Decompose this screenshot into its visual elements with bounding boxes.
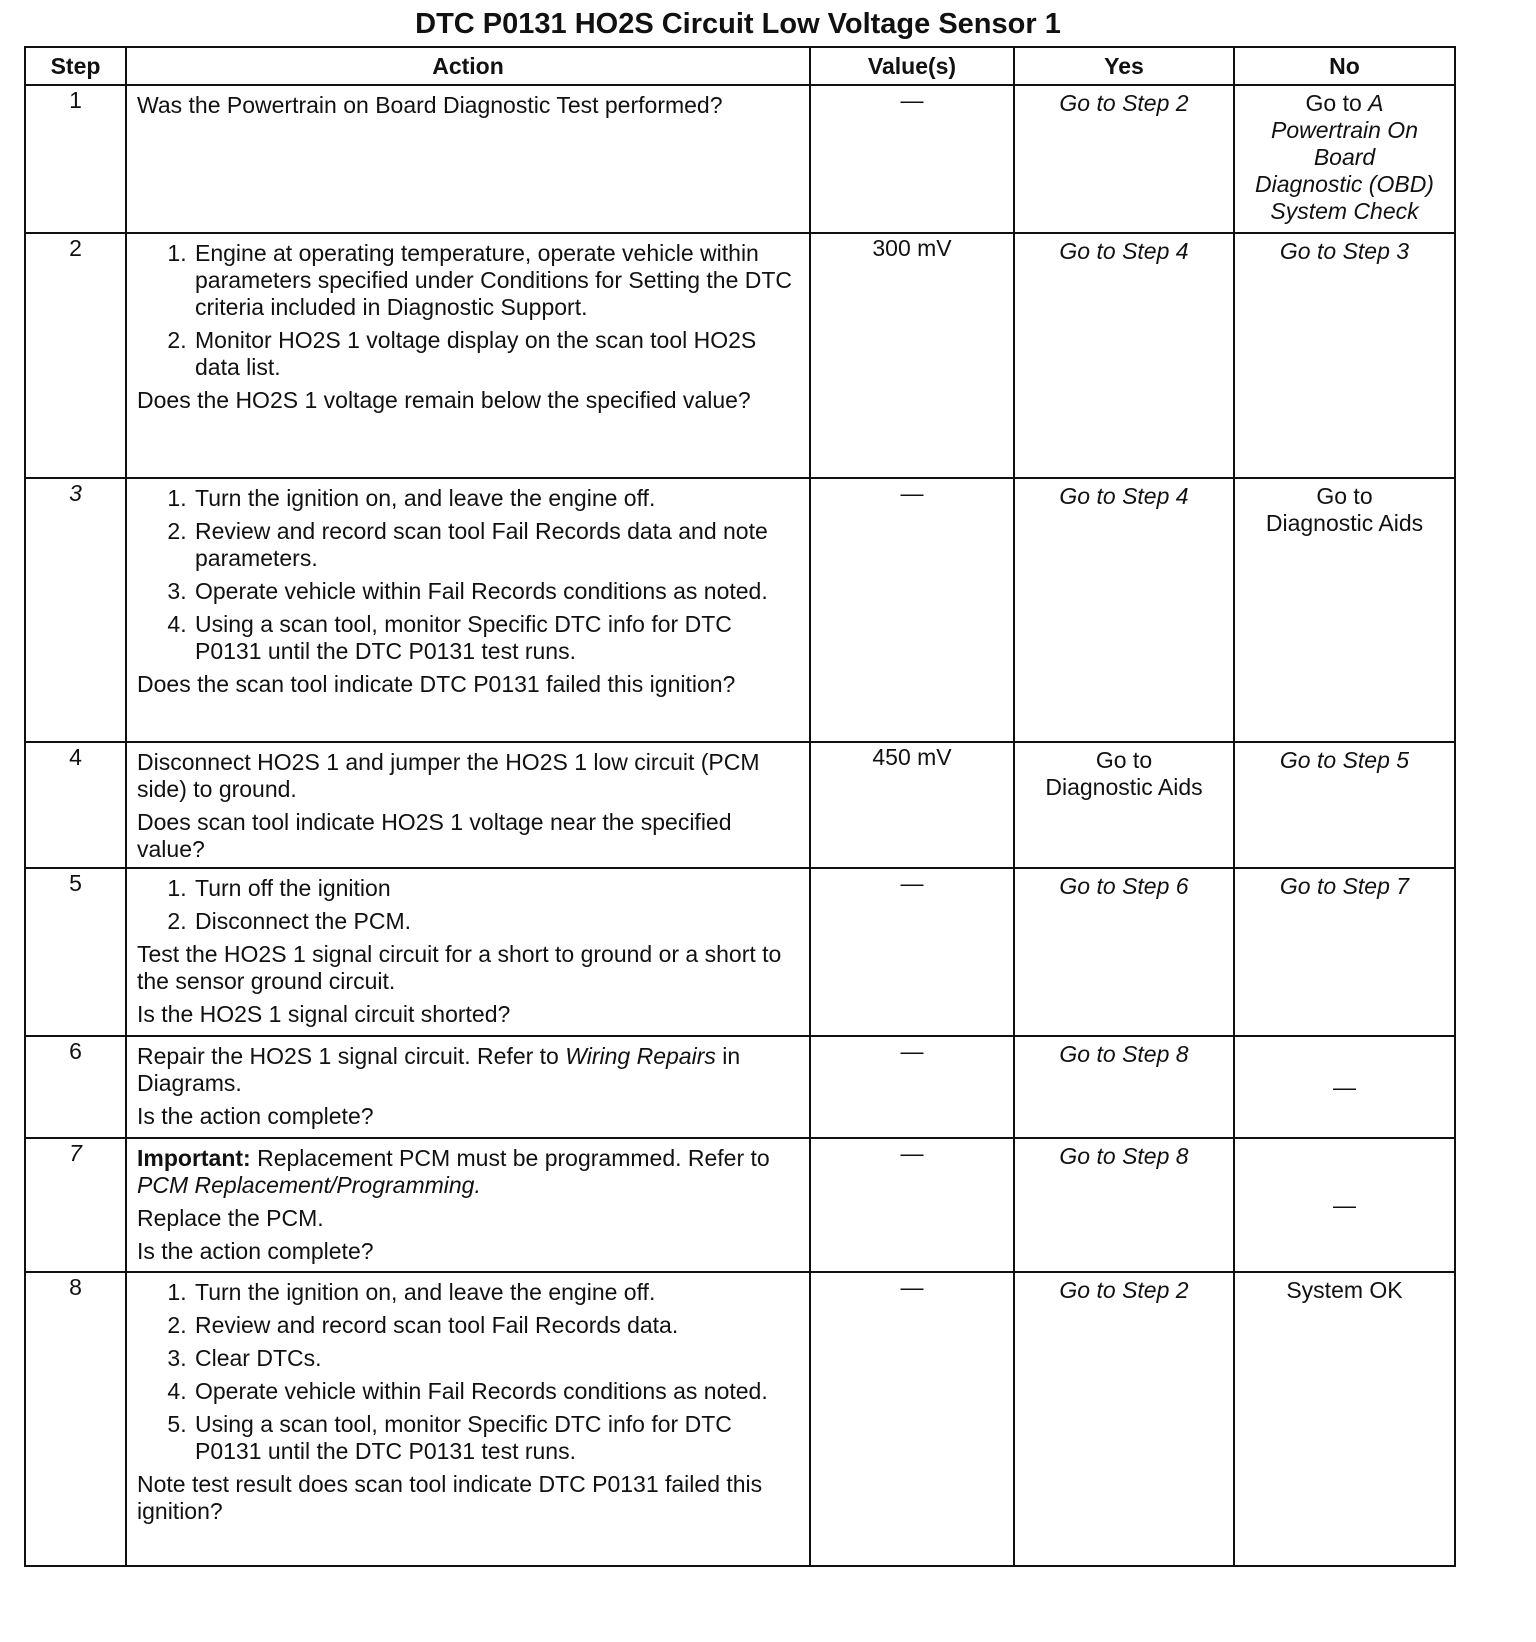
action-question: Is the HO2S 1 signal circuit shorted? bbox=[137, 1001, 511, 1027]
step-number: 5 bbox=[25, 868, 126, 1036]
no-cell bbox=[1234, 478, 1455, 742]
page-title: DTC P0131 HO2S Circuit Low Voltage Sensor 1 bbox=[415, 8, 1061, 40]
action-step: 4. Using a scan tool, monitor Specific DTC info for DTC P0131 until the DTC P0131 test runs. bbox=[193, 611, 799, 665]
go-to-step-link[interactable]: Go to Step 3 bbox=[1279, 238, 1410, 264]
action-text: Test the HO2S 1 signal circuit for a short to ground or a short to the sensor ground circuit. bbox=[137, 941, 782, 994]
action-question: Note test result does scan tool indicate DTC P0131 failed this ignition? bbox=[137, 1471, 763, 1524]
go-to-step-link[interactable]: Go to Step 4 bbox=[1059, 238, 1189, 264]
no-cell: System OK bbox=[1234, 1272, 1455, 1566]
go-to-step-link[interactable]: Go to Step 6 bbox=[1059, 873, 1189, 899]
pcm-programming-ref[interactable]: PCM Replacement/Programming. bbox=[137, 1172, 481, 1198]
important-note bbox=[137, 1145, 799, 1199]
value-cell: — bbox=[810, 1138, 1014, 1272]
step-number: 4 bbox=[25, 742, 126, 868]
yes-cell bbox=[1014, 1036, 1234, 1138]
yes-cell bbox=[1014, 1272, 1234, 1566]
important-label: Important: bbox=[137, 1145, 251, 1171]
action-question: Is the action complete? bbox=[137, 1238, 374, 1264]
action-step: 2. Disconnect the PCM. bbox=[193, 908, 799, 935]
action-steps bbox=[137, 1279, 799, 1465]
action-step: 2. Monitor HO2S 1 voltage display on the scan tool HO2S data list. bbox=[193, 327, 799, 381]
step-number: 2 bbox=[25, 233, 126, 478]
header-action: Action bbox=[126, 47, 810, 85]
table-row bbox=[25, 742, 1455, 868]
go-to-step-link[interactable]: Go to Step 5 bbox=[1279, 747, 1410, 773]
action-step: 1. Turn off the ignition bbox=[193, 875, 799, 902]
step-number: 3 bbox=[25, 478, 126, 742]
action-question: Does scan tool indicate HO2S 1 voltage near the specified value? bbox=[137, 809, 732, 862]
go-to-step-link[interactable]: Go to Step 7 bbox=[1279, 873, 1410, 899]
table-row bbox=[25, 868, 1455, 1036]
action-cell bbox=[126, 85, 810, 233]
header-values: Value(s) bbox=[810, 47, 1014, 85]
action-step: 4. Operate vehicle within Fail Records conditions as noted. bbox=[193, 1378, 799, 1405]
action-step: 2. Review and record scan tool Fail Records data. bbox=[193, 1312, 799, 1339]
value-cell: 300 mV bbox=[810, 233, 1014, 478]
action-step: 3. Clear DTCs. bbox=[193, 1345, 799, 1372]
obd-check-link[interactable]: System Check bbox=[1270, 198, 1419, 224]
action-step: 1. Turn the ignition on, and leave the engine off. bbox=[193, 485, 799, 512]
step-number: 1 bbox=[25, 85, 126, 233]
value-cell: 450 mV bbox=[810, 742, 1014, 868]
no-cell: — bbox=[1234, 1138, 1455, 1272]
header-no: No bbox=[1234, 47, 1455, 85]
action-text bbox=[137, 1043, 799, 1097]
yes-cell bbox=[1014, 85, 1234, 233]
obd-check-link[interactable]: A bbox=[1368, 90, 1384, 116]
value-cell: — bbox=[810, 868, 1014, 1036]
action-cell bbox=[126, 868, 810, 1036]
no-cell bbox=[1234, 85, 1455, 233]
action-step: 3. Operate vehicle within Fail Records conditions as noted. bbox=[193, 578, 799, 605]
yes-cell bbox=[1014, 1138, 1234, 1272]
action-text-part: Repair the HO2S 1 signal circuit. Refer to bbox=[137, 1043, 566, 1069]
obd-check-link[interactable]: Powertrain On bbox=[1270, 117, 1418, 143]
action-question: Is the action complete? bbox=[137, 1103, 374, 1129]
table-row bbox=[25, 1036, 1455, 1138]
action-steps bbox=[137, 240, 799, 381]
action-cell bbox=[126, 1138, 810, 1272]
obd-check-link[interactable]: Diagnostic (OBD) bbox=[1255, 171, 1434, 197]
value-cell: — bbox=[810, 1036, 1014, 1138]
action-text: Was the Powertrain on Board Diagnostic Test performed? bbox=[137, 92, 723, 118]
action-question: Does the scan tool indicate DTC P0131 failed this ignition? bbox=[137, 671, 736, 697]
action-step: 1. Engine at operating temperature, operate vehicle within parameters specified under Conditions for Setting the DTC criteria included in Diagnostic Support. bbox=[193, 240, 799, 321]
table-row bbox=[25, 233, 1455, 478]
table-row bbox=[25, 85, 1455, 233]
no-cell bbox=[1234, 742, 1455, 868]
diagnostic-table bbox=[24, 46, 1456, 1567]
no-text: Go to bbox=[1305, 90, 1362, 116]
action-step: 2. Review and record scan tool Fail Records data and note parameters. bbox=[193, 518, 799, 572]
wiring-repairs-ref[interactable]: Wiring Repairs bbox=[565, 1043, 716, 1069]
no-text: Go to bbox=[1316, 483, 1373, 509]
value-cell: — bbox=[810, 85, 1014, 233]
go-to-step-link[interactable]: Go to Step 4 bbox=[1059, 483, 1189, 509]
diagnostic-aids-link[interactable]: Diagnostic Aids bbox=[1265, 510, 1424, 536]
no-cell bbox=[1234, 868, 1455, 1036]
table-row bbox=[25, 1272, 1455, 1566]
action-cell bbox=[126, 1036, 810, 1138]
action-question: Does the HO2S 1 voltage remain below the specified value? bbox=[137, 387, 751, 413]
go-to-step-link[interactable]: Go to Step 2 bbox=[1059, 1277, 1189, 1303]
step-number: 6 bbox=[25, 1036, 126, 1138]
yes-text: Go to bbox=[1095, 747, 1153, 773]
value-cell: — bbox=[810, 1272, 1014, 1566]
go-to-step-link[interactable]: Go to Step 2 bbox=[1059, 90, 1189, 116]
action-cell bbox=[126, 1272, 810, 1566]
no-cell: — bbox=[1234, 1036, 1455, 1138]
header-step: Step bbox=[25, 47, 126, 85]
action-cell bbox=[126, 478, 810, 742]
table-row bbox=[25, 1138, 1455, 1272]
go-to-step-link[interactable]: Go to Step 8 bbox=[1059, 1143, 1189, 1169]
diagnostic-aids-link[interactable]: Diagnostic Aids bbox=[1045, 774, 1203, 800]
action-cell bbox=[126, 742, 810, 868]
action-step: 5. Using a scan tool, monitor Specific DTC info for DTC P0131 until the DTC P0131 test runs. bbox=[193, 1411, 799, 1465]
action-text: Disconnect HO2S 1 and jumper the HO2S 1 low circuit (PCM side) to ground. bbox=[137, 749, 760, 802]
yes-cell bbox=[1014, 478, 1234, 742]
yes-cell bbox=[1014, 868, 1234, 1036]
action-text-part: in Diagrams. bbox=[137, 1043, 741, 1096]
action-text: Replace the PCM. bbox=[137, 1205, 324, 1231]
action-steps bbox=[137, 875, 799, 935]
header-yes: Yes bbox=[1014, 47, 1234, 85]
action-cell bbox=[126, 233, 810, 478]
table-row bbox=[25, 478, 1455, 742]
action-step: 1. Turn the ignition on, and leave the engine off. bbox=[193, 1279, 799, 1306]
table-header-row bbox=[25, 47, 1455, 85]
yes-cell bbox=[1014, 233, 1234, 478]
action-steps bbox=[137, 485, 799, 665]
go-to-step-link[interactable]: Go to Step 8 bbox=[1059, 1041, 1189, 1067]
value-cell: — bbox=[810, 478, 1014, 742]
yes-cell bbox=[1014, 742, 1234, 868]
important-text: Replacement PCM must be programmed. Refer to bbox=[250, 1145, 770, 1171]
step-number: 7 bbox=[25, 1138, 126, 1272]
obd-check-link[interactable]: Board bbox=[1313, 144, 1376, 170]
step-number: 8 bbox=[25, 1272, 126, 1566]
no-cell bbox=[1234, 233, 1455, 478]
